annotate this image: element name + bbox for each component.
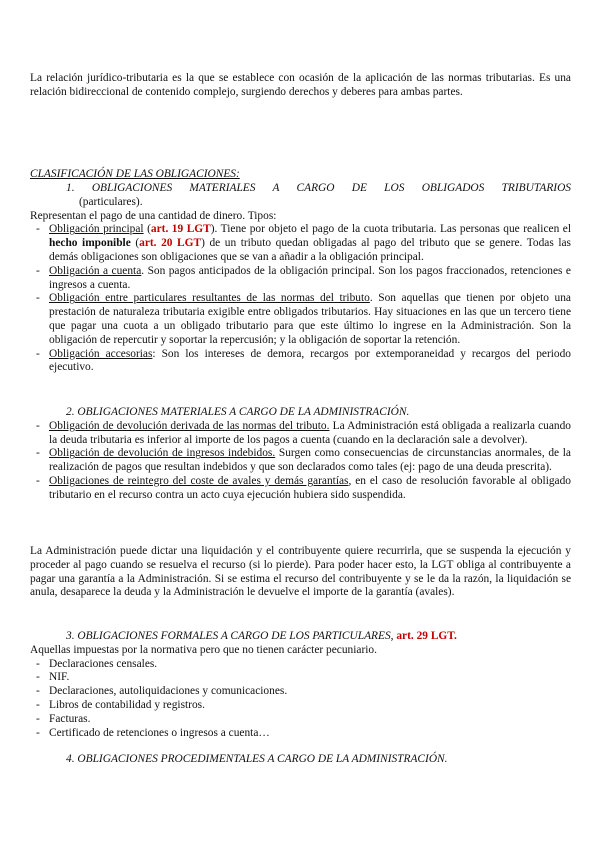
section-1-title: OBLIGACIONES MATERIALES A CARGO DE LOS OBLIGADOS TRIBUTARIOS — [91, 182, 571, 194]
section-3-heading: 3. OBLIGACIONES FORMALES A CARGO DE LOS PARTICULARES, art. 29 LGT. — [66, 630, 457, 642]
section-2-title: OBLIGACIONES MATERIALES A CARGO DE LA ADMINISTRACIÓN. — [77, 406, 410, 418]
list-item: - Certificado de retenciones o ingresos a cuenta… — [30, 727, 571, 741]
section-1-lead: Representan el pago de una cantidad de dinero. Tipos: — [30, 209, 277, 222]
section-3-title: OBLIGACIONES FORMALES A CARGO DE LOS PARTICULARES, — [77, 630, 394, 642]
list-item: - Libros de contabilidad y registros. — [30, 699, 571, 713]
section-2-heading: 2. OBLIGACIONES MATERIALES A CARGO DE LA ADMINISTRACIÓN. — [66, 406, 410, 418]
list-item: - Declaraciones, autoliquidaciones y comunicaciones. — [30, 685, 571, 699]
list-item: - Obligación accesorias: Son los intereses de demora, recargos por extemporaneidad y recargos del periodo ejecutivo. — [30, 348, 571, 376]
list-item: - Obligación de devolución derivada de las normas del tributo. La Administración está obligada a realizarla cuando la deuda tributaria es inferior al importe de los pagos a cuenta (cuando en la declaración sale a devolver). — [30, 420, 571, 448]
list-item: - Obligación a cuenta. Son pagos anticipados de la obligación principal. Son los pagos fraccionados, retenciones e ingresos a cuenta. — [30, 265, 571, 293]
section-1 — [30, 182, 571, 375]
section-2 — [30, 406, 571, 503]
list-item: - Obligación de devolución de ingresos indebidos. Surgen como consecuencias de circunstancias anormales, de la realización de pagos que resultan indebidos y que son declarados como tales (ej: pago de una deuda prescrita). — [30, 447, 571, 475]
list-item: - Obligación principal (art. 19 LGT). Tiene por objeto el pago de la cuota tributaria. Las personas que realicen el hecho imponible (art. 20 LGT) de un tributo quedan obligadas al pago del tributo que se genere. Todas las demás obligaciones son obligaciones que se van a añadir a la obligación principal. — [30, 223, 571, 264]
section-3-lead: Aquellas impuestas por la normativa pero que no tienen carácter pecuniario. — [30, 643, 377, 656]
section-1-heading: 1. OBLIGACIONES MATERIALES A CARGO DE LOS OBLIGADOS TRIBUTARIOS — [66, 182, 571, 194]
section-3 — [30, 630, 571, 740]
section-3-list — [30, 658, 571, 741]
list-item: - Facturas. — [30, 713, 571, 727]
section-1-list — [30, 223, 571, 375]
list-item: - Obligación entre particulares resultantes de las normas del tributo. Son aquellas que tienen por objeto una prestación de naturaleza tributaria exigible entre obligados tributarios. Hay situaciones en las que un tercero tiene que pagar una cuota a un obligado tributario para que este último lo ingrese en la Administración. Son la obligación de repercutir y soportar la repercusión; y la obligación de soportar la retención. — [30, 292, 571, 347]
list-item: - Obligaciones de reintegro del coste de avales y demás garantías, en el caso de resolución favorable al obligado tributario en el recurso contra un acto cuya ejecución hubiera sido suspendida. — [30, 475, 571, 503]
section-3-ref: art. 29 LGT. — [396, 630, 457, 642]
classification-title: CLASIFICACIÓN DE LAS OBLIGACIONES: — [30, 168, 240, 180]
section-4-title: OBLIGACIONES PROCEDIMENTALES A CARGO DE LA ADMINISTRACIÓN. — [77, 753, 448, 765]
list-item: - Declaraciones censales. — [30, 658, 571, 672]
intro-paragraph: La relación jurídico-tributaria es la que se establece con ocasión de la aplicación de las normas tributarias. Es una relación bidireccional de contenido complejo, surgiendo derechos y deberes para ambas partes. — [30, 72, 571, 98]
section-2-list — [30, 420, 571, 503]
section-1-subtitle: (particulares). — [79, 195, 143, 208]
list-item: - NIF. — [30, 671, 571, 685]
section-4 — [30, 753, 571, 767]
section-4-heading: 4. OBLIGACIONES PROCEDIMENTALES A CARGO DE LA ADMINISTRACIÓN. — [66, 753, 448, 765]
guarantee-paragraph: La Administración puede dictar una liquidación y el contribuyente quiere recurrirla, que se suspenda la ejecución y proceder al pago cuando se resuelva el recurso (si lo pierde). Para poder hacer esto, la LGT obliga al contribuyente a pagar una garantía a la Administración. Si se estima el recurso del contribuyente y se le da la razón, la liquidación se anula, desaparece la deuda y la Administración le devuelve el importe de la garantía (avales). — [30, 545, 571, 599]
